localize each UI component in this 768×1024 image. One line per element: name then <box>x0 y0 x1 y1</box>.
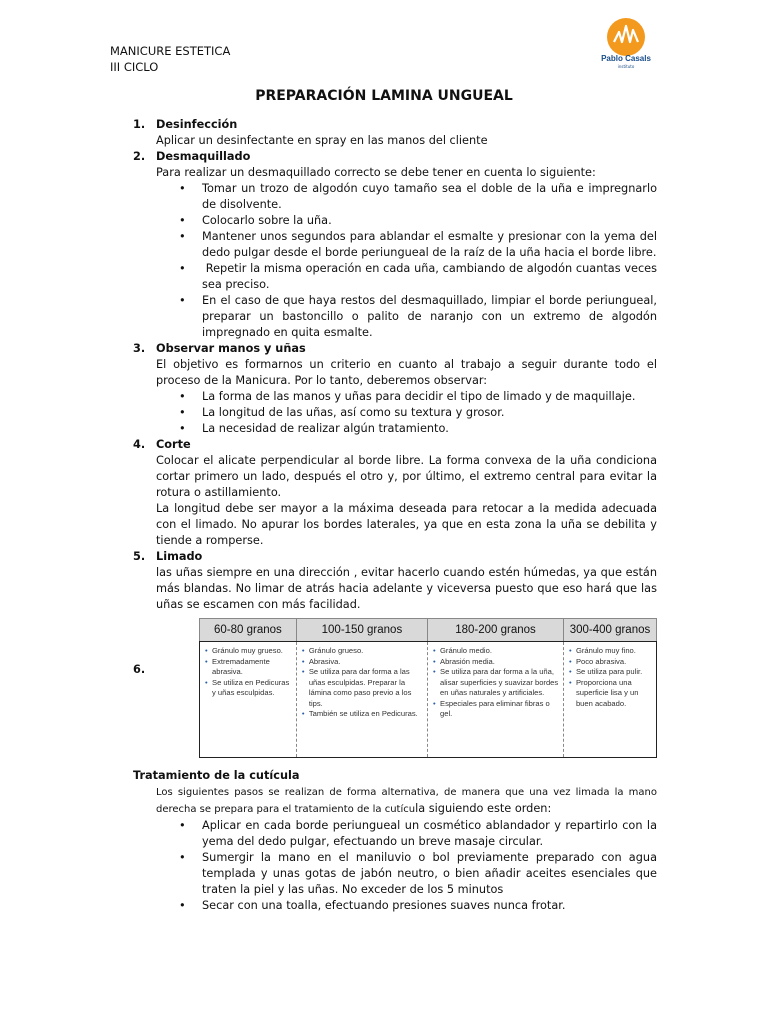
document-body <box>133 117 661 914</box>
bullet-list <box>133 818 657 914</box>
section-cuticle-treatment <box>133 768 657 914</box>
list-item: • La forma de las manos y uñas para decidir el tipo de limado y de maquillaje. <box>179 390 636 403</box>
section-text: Para realizar un desmaquillado correcto se debe tener en cuenta lo siguiente: <box>156 166 596 179</box>
section-number: 1. <box>133 118 146 131</box>
header-course: MANICURE ESTETICA <box>110 44 231 58</box>
pablo-casals-logo <box>594 18 658 68</box>
section-text: Los siguientes pasos se realizan de forma alternativa, de manera que una vez limada la mano derecha se prepara para el tratamiento de la cutícula siguiendo este orden: <box>156 787 657 815</box>
table-header-row <box>200 619 657 642</box>
table-row <box>200 642 657 758</box>
list-item: • Colocarlo sobre la uña. <box>179 214 332 227</box>
column-header: 180-200 granos <box>428 619 564 642</box>
list-item: • En el caso de que haya restos del desmaquillado, limpiar el borde periungueal, preparar un bastoncillo o palito de naranjo con un extremo de algodón impregnado en quita esmalte. <box>179 294 657 339</box>
section-text-2: La longitud debe ser mayor a la máxima deseada para retocar a la medida adecuada con el limado. No apurar los bordes laterales, ya que en esta zona la uña se debilita y tiende a romperse. <box>156 502 657 547</box>
file-grit-table <box>199 618 657 758</box>
section-text: El objetivo es formarnos un criterio en cuanto al trabajo a seguir durante todo el proceso de la Manicura. Por lo tanto, deberemos observar: <box>156 358 657 387</box>
column-header: 300-400 granos <box>563 619 656 642</box>
section-text: Aplicar un desinfectante en spray en las manos del cliente <box>156 134 488 147</box>
section-heading: Limado <box>156 550 203 563</box>
page-title: PREPARACIÓN LAMINA UNGUEAL <box>255 88 513 104</box>
section-disinfection <box>133 117 657 149</box>
list-item: • La longitud de las uñas, así como su textura y grosor. <box>179 406 505 419</box>
list-item: • Aplicar en cada borde periungueal un cosmético ablandador y repartirlo con la yema del dedo pulgar, efectuando un breve masaje circular. <box>179 819 657 848</box>
column-header: 100-150 granos <box>296 619 427 642</box>
logo-emblem-icon <box>594 18 658 56</box>
section-number: 4. <box>133 438 146 451</box>
section-text: Colocar el alicate perpendicular al borde libre. La forma convexa de la uña condiciona cortar primero un lado, después el otro y, por último, el extremo central para evitar la rotura o astillamiento. <box>156 454 657 499</box>
document-header <box>110 43 230 75</box>
section-heading: Corte <box>156 438 191 451</box>
table-cell: • Gránulo muy fino. • Poco abrasiva. • Se utiliza para pulir. • Proporciona una superficie lisa y un buen acabado. <box>563 642 656 758</box>
section-heading: Desinfección <box>156 118 238 131</box>
section-heading: Observar manos y uñas <box>156 342 306 355</box>
list-item: • Secar con una toalla, efectuando presiones suaves nunca frotar. <box>179 899 566 912</box>
section-number: 5. <box>133 550 146 563</box>
bullet-list <box>133 389 657 437</box>
logo-name: Pablo Casals <box>601 54 651 63</box>
header-cycle: III CICLO <box>110 60 159 74</box>
logo-subtitle: instituto <box>617 64 635 69</box>
section-number: 2. <box>133 150 146 163</box>
bullet-list <box>133 181 661 341</box>
section-number: 6. <box>133 663 146 676</box>
list-item: • Sumergir la mano en el maniluvio o bol previamente preparado con agua templada y unas gotas de jabón neutro, o bien añadir aceites esenciales que traten la piel y las uñas. No exceder de los 5 minutos <box>179 851 657 896</box>
section-number: 3. <box>133 342 146 355</box>
table-cell: • Gránulo grueso. • Abrasiva. • Se utiliza para dar forma a las uñas esculpidas. Preparar la lámina como paso previo a los tips. • También se utiliza en Pedicuras. <box>296 642 427 758</box>
section-makeup-removal <box>133 149 661 341</box>
section-heading: Desmaquillado <box>156 150 251 163</box>
section-filing <box>133 549 657 613</box>
list-item: • Tomar un trozo de algodón cuyo tamaño sea el doble de la uña e impregnarlo de disolvente. <box>179 182 657 211</box>
list-item: • La necesidad de realizar algún tratamiento. <box>179 422 449 435</box>
column-header: 60-80 granos <box>200 619 297 642</box>
section-grit-table <box>133 616 657 762</box>
section-observe <box>133 341 657 437</box>
table-cell: • Gránulo muy grueso. • Extremadamente abrasiva. • Se utiliza en Pedicuras y uñas esculpidas. <box>200 642 297 758</box>
table-cell: • Gránulo medio. • Abrasión media. • Se utiliza para dar forma a la uña, alisar superficies y suavizar bordes en uñas naturales y artificiales. • Especiales para eliminar fibras o gel. <box>428 642 564 758</box>
list-item: • Mantener unos segundos para ablandar el esmalte y presionar con la yema del dedo pulgar desde el borde periungueal de la raíz de la uña hacia el borde libre. <box>179 230 657 259</box>
list-item: • Repetir la misma operación en cada uña, cambiando de algodón cuantas veces sea preciso. <box>179 262 661 291</box>
section-text: las uñas siempre en una dirección , evitar hacerlo cuando estén húmedas, ya que están más blandas. No limar de atrás hacia adelante y viceversa puesto que eso hará que las uñas se escamen con más facilidad. <box>156 566 657 611</box>
section-cut <box>133 437 657 549</box>
section-heading: Tratamiento de la cutícula <box>133 769 300 782</box>
